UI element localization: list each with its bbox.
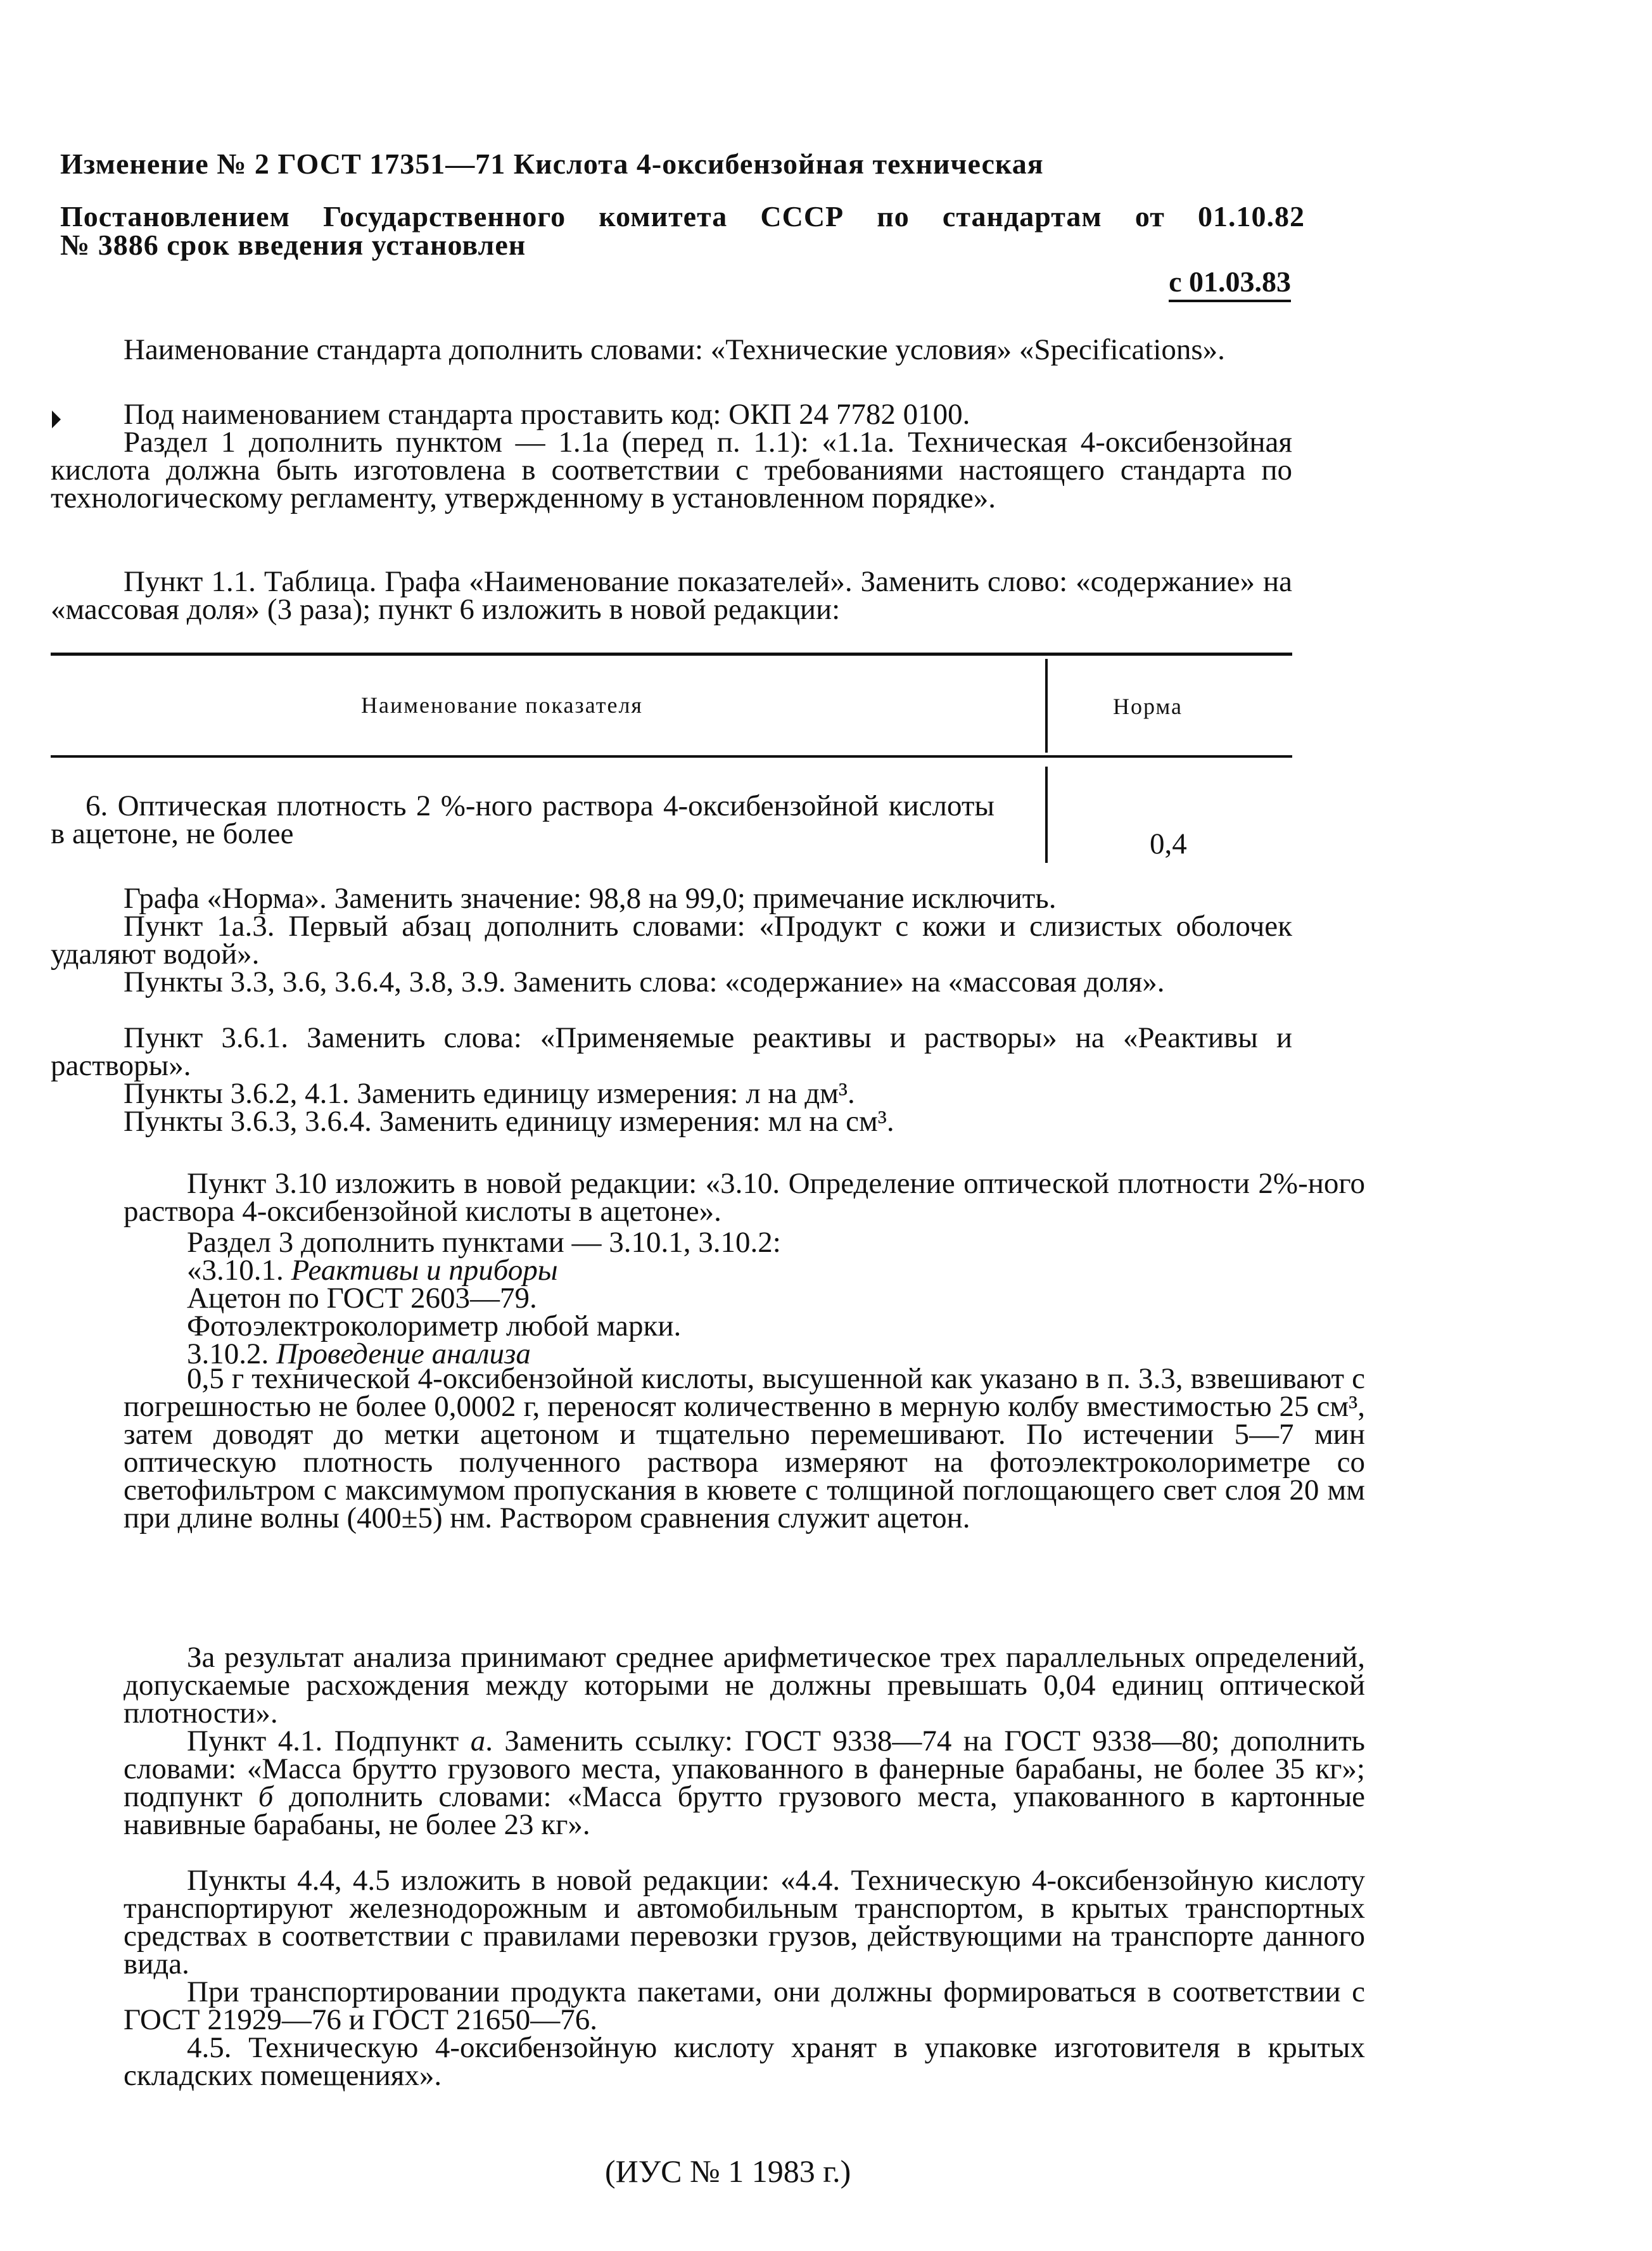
paragraph-mass-fraction: Пункты 3.3, 3.6, 3.6.4, 3.8, 3.9. Заменить слова: «содержание» на «массовая доля». bbox=[124, 966, 1165, 998]
paragraph-transport-packages: При транспортировании продукта пакетами, они должны формироваться в соответствии с ГОСТ 21929—76 и ГОСТ 21650—76. bbox=[124, 1975, 1365, 2036]
effective-date: с 01.03.83 bbox=[1169, 265, 1291, 302]
paragraph-1a3: Пункт 1а.3. Первый абзац дополнить словами: «Продукт с кожи и слизистых оболочек удаляют водой». bbox=[51, 910, 1292, 971]
subitem-b-letter: б bbox=[258, 1780, 274, 1813]
paragraph-4-4: Пункты 4.4, 4.5 изложить в новой редакции: «4.4. Техническую 4-оксибензойную кислоту транспортируют железнодорожным и автомобильным транспортом, в крытых транспортных средствах в соответствии с правилами перевозки грузов, действующими на транспорте данного вида. bbox=[124, 1864, 1365, 1980]
subsection-3-10-1-title: Реактивы и приборы bbox=[291, 1254, 558, 1287]
document-title: Изменение № 2 ГОСТ 17351—71 Кислота 4-оксибензойная техническая bbox=[60, 148, 1044, 180]
paragraph-3-10: Пункт 3.10 изложить в новой редакции: «3.10. Определение оптической плотности 2%-ного раствора 4-оксибензойной кислоты в ацетоне». bbox=[124, 1167, 1365, 1228]
subsection-3-10-2-number: 3.10.2. bbox=[187, 1337, 269, 1370]
reagent-acetone: Ацетон по ГОСТ 2603—79. bbox=[187, 1282, 537, 1315]
table-header-norm: Норма bbox=[1113, 694, 1183, 719]
subsection-3-10-1-number: «3.10.1. bbox=[187, 1254, 284, 1287]
paragraph-4-1-end: дополнить словами: «Масса брутто грузового места, упакованного в картонные навивные барабаны, не более 23 кг». bbox=[124, 1780, 1366, 1841]
paragraph-table-change: Пункт 1.1. Таблица. Графа «Наименование показателей». Заменить слово: «содержание» на «массовая доля» (3 раза); пункт 6 изложить в новой редакции: bbox=[51, 565, 1292, 626]
paragraph-analysis-procedure: 0,5 г технической 4-оксибензойной кислоты, высушенной как указано в п. 3.3, взвешивают с погрешностью не более 0,0002 г, переносят количественно в мерную колбу вместимостью 25 см³, затем доводят до метки ацетоном и тщательно перемешивают. По истечении 5—7 мин оптическую плотность полученного раствора измеряют на фотоэлектроколориметре со светофильтром с максимумом пропускания в кювете с толщиной поглощающего свет слоя 20 мм при длине волны (400±5) нм. Раствором сравнения служит ацетон. bbox=[124, 1362, 1365, 1534]
paragraph-4-1-start: Пункт 4.1. Подпункт bbox=[187, 1725, 459, 1757]
table-top-rule bbox=[51, 653, 1292, 656]
paragraph-norm-change: Графа «Норма». Заменить значение: 98,8 на 99,0; примечание исключить. bbox=[124, 882, 1057, 915]
paragraph-4-5: 4.5. Техническую 4-оксибензойную кислоту хранят в упаковке изготовителя в крытых складских помещениях». bbox=[124, 2031, 1365, 2092]
source-reference: (ИУС № 1 1983 г.) bbox=[605, 2153, 851, 2189]
paragraph-okp-code: Под наименованием стандарта проставить код: ОКП 24 7782 0100. bbox=[124, 398, 970, 431]
table-row-divider bbox=[1045, 767, 1048, 863]
table-row-value: 0,4 bbox=[1150, 827, 1187, 860]
subitem-a-letter: а bbox=[470, 1725, 486, 1757]
table-header-divider bbox=[1045, 659, 1048, 753]
instrument-colorimeter: Фотоэлектроколориметр любой марки. bbox=[187, 1310, 682, 1342]
decree-number-line: № 3886 срок введения установлен bbox=[60, 229, 526, 261]
paragraph-name-addition: Наименование стандарта дополнить словами: «Технические условия» «Specifications». bbox=[124, 333, 1225, 366]
paragraph-section3-add: Раздел 3 дополнить пунктами — 3.10.1, 3.10.2: bbox=[187, 1226, 781, 1259]
paragraph-unit-cm3: Пункты 3.6.3, 3.6.4. Заменить единицу измерения: мл на см³. bbox=[124, 1105, 894, 1138]
paragraph-3-6-1: Пункт 3.6.1. Заменить слова: «Применяемые реактивы и растворы» на «Реактивы и растворы». bbox=[51, 1021, 1292, 1082]
paragraph-4-1 bbox=[124, 1727, 1365, 1839]
subsection-3-10-2-title: Проведение анализа bbox=[276, 1337, 531, 1370]
paragraph-unit-dm3: Пункты 3.6.2, 4.1. Заменить единицу измерения: л на дм³. bbox=[124, 1077, 855, 1110]
paragraph-4-1-mid: . Заменить ссылку: ГОСТ 9338—74 на ГОСТ 9338—80; дополнить словами: «Масса брутто грузового места, упакованного в фанерные барабаны, не более 35 кг»; подпункт bbox=[124, 1725, 1365, 1813]
paragraph-result: За результат анализа принимают среднее арифметическое трех параллельных определений, допускаемые расхождения между которыми не должны превышать 0,04 единиц оптической плотности». bbox=[124, 1641, 1365, 1730]
decree-line: Постановлением Государственного комитета СССР по стандартам от 01.10.82 bbox=[60, 200, 1305, 233]
table-header-name: Наименование показателя bbox=[361, 692, 643, 718]
paragraph-section1: Раздел 1 дополнить пунктом — 1.1а (перед п. 1.1): «1.1а. Техническая 4-оксибензойная кислота должна быть изготовлена в соответствии с требованиями настоящего стандарта по технологическому регламенту, утвержденному в установленном порядке». bbox=[51, 426, 1292, 514]
table-header-rule bbox=[51, 755, 1292, 758]
table-row-indicator: 6. Оптическая плотность 2 %-ного раствора 4-оксибензойной кислоты в ацетоне, не более bbox=[51, 789, 994, 850]
